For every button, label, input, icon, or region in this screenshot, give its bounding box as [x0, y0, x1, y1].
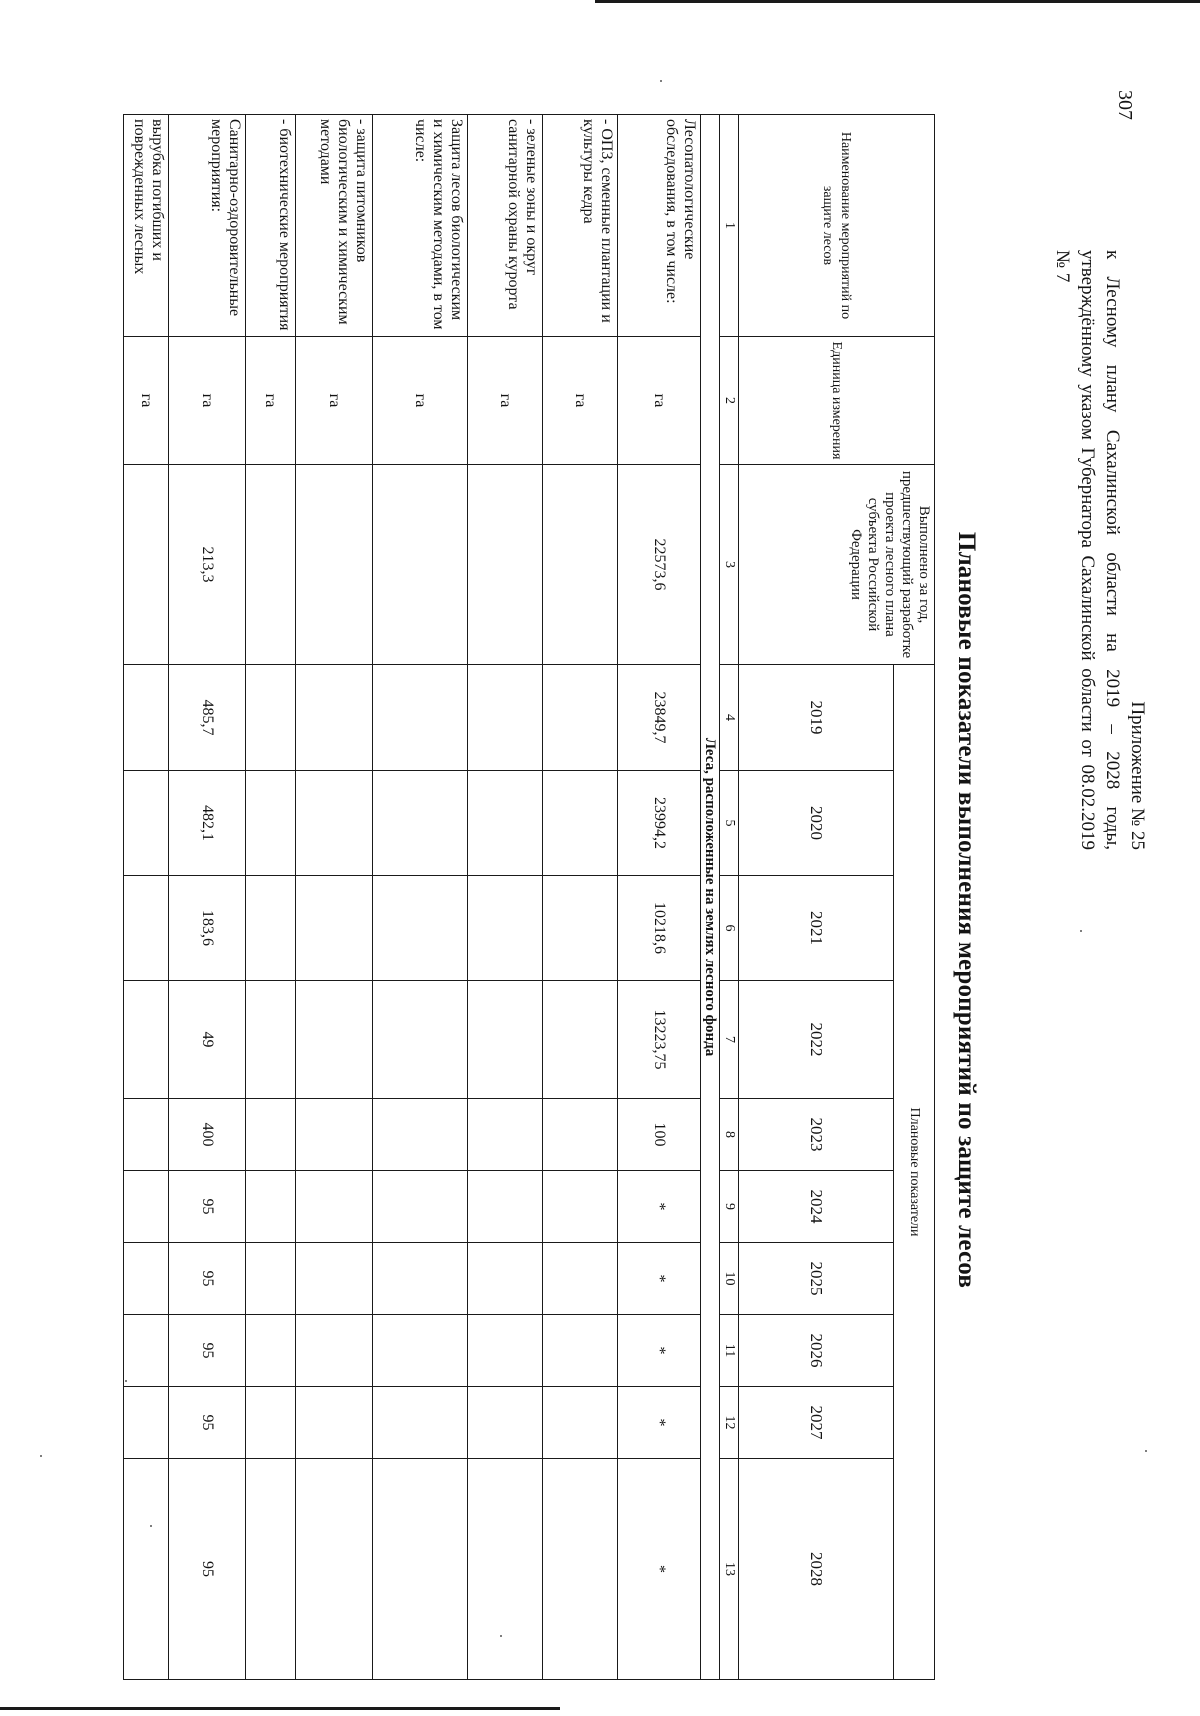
header-row-group: [894, 115, 935, 1680]
value-cell: 95: [169, 1243, 246, 1315]
value-cell: [373, 1387, 468, 1459]
value-cell: [124, 1315, 169, 1387]
value-cell: 95: [169, 1387, 246, 1459]
value-cell: [468, 1387, 543, 1459]
value-cell: [543, 1171, 618, 1243]
value-cell: [373, 1315, 468, 1387]
table-row: [468, 115, 543, 1680]
done-cell: 213,3: [169, 465, 246, 665]
header-year: 2024: [739, 1171, 894, 1243]
column-number: 5: [720, 771, 739, 876]
value-cell: [373, 1243, 468, 1315]
value-cell: [543, 1099, 618, 1171]
value-cell: *: [618, 1171, 701, 1243]
section-row: [701, 115, 720, 1680]
appendix-block: [1050, 250, 1150, 850]
value-cell: 100: [618, 1099, 701, 1171]
value-cell: 10218,6: [618, 876, 701, 981]
value-cell: [246, 1171, 296, 1243]
column-number: 4: [720, 665, 739, 771]
activity-name-cell: - защита питомников биологическим и химическим методами: [296, 115, 373, 337]
header-name: Наименование мероприятий по защите лесов: [739, 115, 935, 337]
column-number: 3: [720, 465, 739, 665]
header-year: 2022: [739, 981, 894, 1099]
column-number: 2: [720, 337, 739, 465]
value-cell: 23994,2: [618, 771, 701, 876]
value-cell: [296, 771, 373, 876]
header-year: 2028: [739, 1459, 894, 1680]
value-cell: *: [618, 1459, 701, 1680]
value-cell: [124, 981, 169, 1099]
done-cell: [246, 465, 296, 665]
activity-name-cell: вырубка погибших и поврежденных лесных: [124, 115, 169, 337]
column-number: 7: [720, 981, 739, 1099]
scan-speck: [660, 80, 662, 82]
scan-edge-line-bottom: [0, 1707, 560, 1710]
value-cell: [296, 1099, 373, 1171]
column-number: 13: [720, 1459, 739, 1680]
value-cell: [373, 665, 468, 771]
value-cell: [543, 771, 618, 876]
unit-cell: га: [468, 337, 543, 465]
value-cell: [124, 1387, 169, 1459]
done-cell: [373, 465, 468, 665]
rotated-sheet: [0, 90, 1150, 1690]
column-number: 10: [720, 1243, 739, 1315]
value-cell: [296, 1171, 373, 1243]
value-cell: [468, 876, 543, 981]
column-number: 6: [720, 876, 739, 981]
value-cell: [296, 1243, 373, 1315]
header-year: 2027: [739, 1387, 894, 1459]
activity-name-cell: - зеленые зоны и округ санитарной охраны курорта: [468, 115, 543, 337]
done-cell: [296, 465, 373, 665]
value-cell: [124, 1459, 169, 1680]
value-cell: [373, 981, 468, 1099]
value-cell: [246, 1387, 296, 1459]
value-cell: [543, 665, 618, 771]
table-row: [124, 115, 169, 1680]
value-cell: [296, 876, 373, 981]
header-planned-group: Плановые показатели: [894, 665, 935, 1680]
value-cell: *: [618, 1315, 701, 1387]
value-cell: [468, 1171, 543, 1243]
unit-cell: га: [124, 337, 169, 465]
value-cell: [373, 1099, 468, 1171]
value-cell: 95: [169, 1459, 246, 1680]
value-cell: [373, 1171, 468, 1243]
value-cell: [543, 1387, 618, 1459]
value-cell: [468, 1315, 543, 1387]
value-cell: [246, 1099, 296, 1171]
unit-cell: га: [373, 337, 468, 465]
value-cell: [468, 981, 543, 1099]
value-cell: [543, 981, 618, 1099]
value-cell: 95: [169, 1315, 246, 1387]
column-number: 12: [720, 1387, 739, 1459]
unit-cell: га: [543, 337, 618, 465]
value-cell: [543, 876, 618, 981]
value-cell: [296, 1315, 373, 1387]
header-unit: Единица измерения: [739, 337, 935, 465]
unit-cell: га: [618, 337, 701, 465]
value-cell: [246, 876, 296, 981]
done-cell: 22573,6: [618, 465, 701, 665]
value-cell: [468, 1099, 543, 1171]
value-cell: [468, 1459, 543, 1680]
value-cell: 183,6: [169, 876, 246, 981]
value-cell: [373, 1459, 468, 1680]
unit-cell: га: [246, 337, 296, 465]
unit-cell: га: [169, 337, 246, 465]
value-cell: [296, 1387, 373, 1459]
value-cell: [246, 771, 296, 876]
value-cell: [124, 1171, 169, 1243]
column-number-row: [720, 115, 739, 1680]
header-year: 2026: [739, 1315, 894, 1387]
column-number: 9: [720, 1171, 739, 1243]
activity-name-cell: Лесопатологические обследования, в том числе:: [618, 115, 701, 337]
header-year: 2019: [739, 665, 894, 771]
value-cell: *: [618, 1243, 701, 1315]
value-cell: [246, 1315, 296, 1387]
value-cell: [296, 981, 373, 1099]
activity-name-cell: - ОПЗ, семенные плантации и культуры кедра: [543, 115, 618, 337]
done-cell: [468, 465, 543, 665]
unit-cell: га: [296, 337, 373, 465]
value-cell: [124, 1099, 169, 1171]
value-cell: [124, 665, 169, 771]
value-cell: [543, 1459, 618, 1680]
page-number: 307: [1114, 90, 1136, 120]
done-cell: [543, 465, 618, 665]
table-row: [618, 115, 701, 1680]
plan-table: [123, 114, 935, 1680]
document-title: Плановые показатели выполнения мероприятий по защите лесов: [953, 531, 980, 1289]
value-cell: 49: [169, 981, 246, 1099]
table-row: [169, 115, 246, 1680]
header-done: Выполнено за год, предшествующий разработке проекта лесного плана субъекта Российской Федерации: [739, 465, 935, 665]
value-cell: [468, 1243, 543, 1315]
value-cell: [468, 665, 543, 771]
value-cell: [124, 771, 169, 876]
header-year: 2023: [739, 1099, 894, 1171]
value-cell: [373, 876, 468, 981]
column-number: 1: [720, 115, 739, 337]
header-year: 2025: [739, 1243, 894, 1315]
header-year: 2021: [739, 876, 894, 981]
column-number: 8: [720, 1099, 739, 1171]
value-cell: 482,1: [169, 771, 246, 876]
appendix-title: Приложение № 25: [1127, 701, 1148, 850]
value-cell: 13223,75: [618, 981, 701, 1099]
activity-name-cell: Санитарно-оздоровительные мероприятия:: [169, 115, 246, 337]
value-cell: [468, 771, 543, 876]
value-cell: 95: [169, 1171, 246, 1243]
plan-table-wrapper: [123, 114, 935, 1680]
value-cell: [246, 665, 296, 771]
value-cell: *: [618, 1387, 701, 1459]
value-cell: [246, 981, 296, 1099]
activity-name-cell: - биотехнические мероприятия: [246, 115, 296, 337]
table-row: [246, 115, 296, 1680]
value-cell: [543, 1243, 618, 1315]
column-number: 11: [720, 1315, 739, 1387]
value-cell: [296, 665, 373, 771]
value-cell: [246, 1459, 296, 1680]
activity-name-cell: Защита лесов биологическим и химическим методами, в том числе:: [373, 115, 468, 337]
table-row: [543, 115, 618, 1680]
section-title: Леса, расположенные на землях лесного фонда: [701, 115, 720, 1680]
value-cell: [124, 1243, 169, 1315]
value-cell: [246, 1243, 296, 1315]
scan-edge-line-top: [595, 0, 1200, 3]
value-cell: [296, 1459, 373, 1680]
value-cell: 400: [169, 1099, 246, 1171]
table-row: [296, 115, 373, 1680]
value-cell: [124, 876, 169, 981]
table-row: [373, 115, 468, 1680]
value-cell: 485,7: [169, 665, 246, 771]
header-year: 2020: [739, 771, 894, 876]
value-cell: 23849,7: [618, 665, 701, 771]
appendix-text: к Лесному плану Сахалинской области на 2019 – 2028 годы, утверждённому указом Губернатора Сахалинской области от 08.02.2019 № 7: [1052, 250, 1123, 850]
value-cell: [373, 771, 468, 876]
value-cell: [543, 1315, 618, 1387]
done-cell: [124, 465, 169, 665]
